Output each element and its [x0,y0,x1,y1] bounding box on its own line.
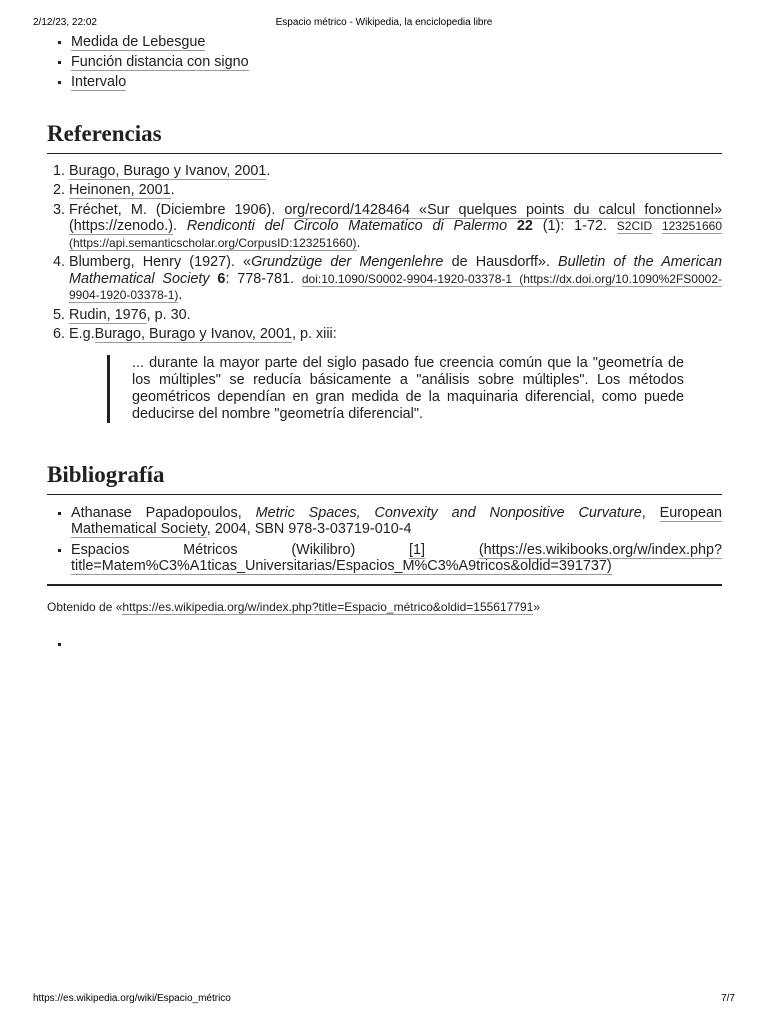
see-also-link-lebesgue[interactable]: Medida de Lebesgue [71,34,206,50]
bib-1-title: Metric Spaces, Convexity and Nonpositive Curvature [255,504,642,521]
ref-4-title: Grundzüge der Mengenlehre [251,254,444,270]
ref-2-link[interactable]: Heinonen, 2001 [69,182,171,198]
ref-6-link[interactable]: Burago, Burago y Ivanov, 2001 [94,326,292,342]
reference-item: 4. Blumberg, Henry (1927). «Grundzüge der Mengenlehre de Hausdorff». Bulletin of the American Mathematical Society 6: 778-781. doi:10.1090/S0002-9904-1920-03378-1 (https://dx.doi.org/10.1090%2FS0002-9904-1920-03378-1). [69,254,722,304]
obtained-from: Obtenido de «https://es.wikipedia.org/w/index.php?title=Espacio_métrico&oldid=155617791» [47,599,541,614]
print-page-url: https://es.wikipedia.org/wiki/Espacio_métrico [33,993,231,1004]
reference-quote: ... durante la mayor parte del siglo pasado fue creencia común que la "geometría de los múltiples" se reducía básicamente a "análisis sobre múltiples". Los métodos geométricos dependían en gran medida de la maquinaria diferencial, como puede deducirse del nombre "geometría diferencial". [107,355,684,423]
ref-4-journal: Bulletin of the American Mathematical Society [69,254,722,287]
ref-3-s2cid-label[interactable]: S2CID [616,219,653,233]
print-footer [33,993,735,1007]
article-content [47,34,722,656]
ref-1-link[interactable]: Burago, Burago y Ivanov, 2001 [69,162,267,179]
section-heading-bibliografia: Bibliografía [47,462,722,495]
reference-item: 5. Rudin, 1976, p. 30. [69,307,722,324]
ref-3-s2cid-link[interactable]: 123251660 (https://api.semanticscholar.org/CorpusID:123251660) [69,219,723,250]
ref-3-zenodo-link[interactable]: org/record/1428464 «Sur quelques points du calcul fonctionnel» (https://zenodo.) [69,201,722,234]
list-item [71,636,722,653]
bib-1-publisher-link[interactable]: European Mathematical Society [71,504,723,537]
list-item: ▪ Espacios Métricos (Wikilibro) [1] (https://es.wikibooks.org/w/index.php?title=Matem%C3%A1ticas_Universitarias/Espacios_M%C3%A9tricos&oldid=391737) [71,542,722,575]
empty-list [47,636,722,653]
section-heading-referencias: Referencias [47,121,722,154]
reference-item: 1. Burago, Burago y Ivanov, 2001. [69,163,722,180]
see-also-list [47,34,722,91]
ref-5-link[interactable]: Rudin, 1976 [69,306,147,323]
ref-4-doi-link[interactable]: doi:10.1090/S0002-9904-1920-03378-1 (https://dx.doi.org/10.1090%2FS0002-9904-1920-03378-1) [69,271,722,302]
bib-2-link-footnote[interactable]: [1] [409,541,426,558]
list-item: ▪ Athanase Papadopoulos, Metric Spaces, Convexity and Nonpositive Curvature, European Mathematical Society, 2004, SBN 978-3-03719-010-4 [71,505,722,538]
reference-item: 2. Heinonen, 2001. [69,182,722,199]
print-page-title: Espacio métrico - Wikipedia, la enciclopedia libre [275,17,493,28]
list-item [71,34,722,51]
references-list [47,163,722,343]
bibliography-list [47,505,722,575]
bib-2-wikibooks-link[interactable]: (https://es.wikibooks.org/w/index.php?title=Matem%C3%A1ticas_Universitarias/Espacios_M%C3%A9tricos&oldid=391737) [71,541,722,574]
print-header [33,17,735,31]
see-also-link-signed-distance[interactable]: Función distancia con signo [71,54,249,70]
reference-item: 3. Fréchet, M. (Diciembre 1906). org/record/1428464 «Sur quelques points du calcul fonctionnel» (https://zenodo.). Rendiconti del Circolo Matematico di Palermo 22 (1): 1-72. S2CID 123251660 (https://api.semanticscholar.org/CorpusID:123251660). [69,202,722,252]
print-datetime: 2/12/23, 22:02 [33,17,97,28]
list-item [71,54,722,71]
ref-3-volume: 22 [516,218,533,234]
list-item [71,74,722,91]
reference-item: 6. E.g.Burago, Burago y Ivanov, 2001, p. xiii: [69,326,722,343]
print-page-number: 7/7 [721,993,735,1004]
content-divider [47,584,722,586]
see-also-link-interval[interactable]: Intervalo [71,74,127,90]
ref-3-journal: Rendiconti del Circolo Matematico di Palermo [186,218,508,234]
permanent-link[interactable]: https://es.wikipedia.org/w/index.php?title=Espacio_métrico&oldid=155617791 [122,599,534,614]
ref-4-volume: 6 [217,270,226,287]
